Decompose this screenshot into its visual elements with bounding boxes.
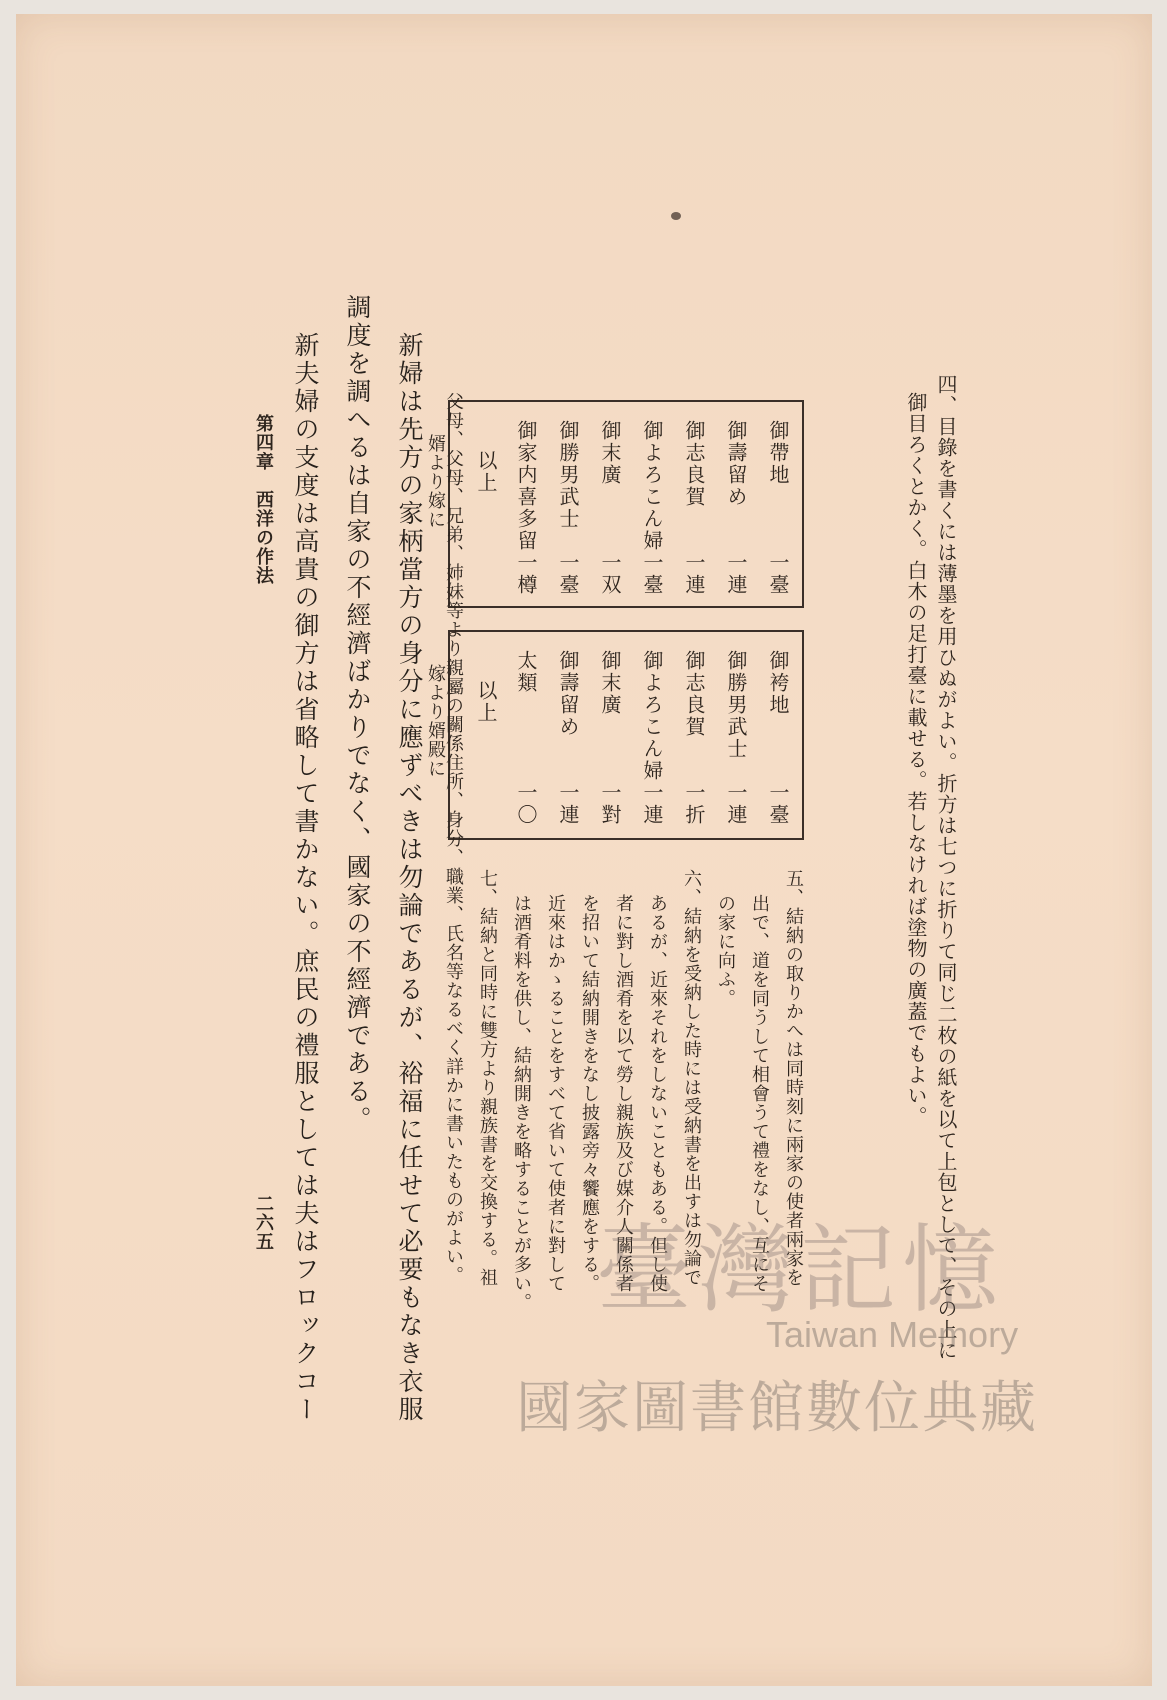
- list-qty: 一〇: [514, 782, 538, 826]
- gift-list-bride-box: [448, 630, 804, 840]
- list-qty: 一連: [640, 782, 664, 826]
- note-column-4-line2: 御目ろくとかく。白木の足打臺に載せる。若しなければ塗物の廣蓋でもよい。: [904, 392, 928, 1127]
- list-item: 御勝男武士: [724, 650, 748, 760]
- list-qty: 一双: [598, 552, 622, 596]
- note-6-line5: 近來はかゝることをすべて省いて使者に對して: [545, 894, 566, 1293]
- note-column-4-line1: 四、目錄を書くには薄墨を用ひぬがよい。折方は七つに折りて同じ二枚の紙を以て上包として、その上に: [934, 374, 958, 1361]
- list-qty: 一臺: [640, 552, 664, 596]
- list-item: 御帶地: [766, 420, 790, 486]
- note-7-line2: 父母、父母、兄弟、姉妹等より親屬の關係住所、身分、職業、氏名等なるべく詳かに書いたものがよい。: [443, 392, 464, 1285]
- list-item: 御よろこん婦: [640, 650, 664, 782]
- body-column-3: 新夫婦の支度は高貴の御方は省略して書かない。庶民の禮服としては夫はフロックコー: [291, 332, 320, 1424]
- list-qty: 一連: [724, 552, 748, 596]
- list-caption-groom: 婿より嫁に: [425, 434, 446, 529]
- note-6-line6: は酒肴料を供し、結納開きを略することが多い。: [511, 894, 532, 1312]
- note-5-line2: 出で、道を同うして相會うて禮をなし、互にそ: [749, 894, 770, 1293]
- list-item: 御勝男武士: [556, 420, 580, 530]
- list-item: 御よろこん婦: [640, 420, 664, 552]
- body-column-2: 調度を調へるは自家の不經濟ばかりでなく、國家の不經濟である。: [343, 294, 372, 1134]
- note-6-line3: 者に對し酒肴を以て勞し親族及び媒介人關係者: [613, 894, 634, 1293]
- note-6-line4: を招いて結納開きをなし披露旁々饗應をする。: [579, 894, 600, 1293]
- body-column-1: 新婦は先方の家柄當方の身分に應ずべきは勿論であるが、裕福に任せて必要もなき衣服: [395, 332, 424, 1424]
- note-6-line2: あるが、近來それをしないこともある。但し使: [647, 894, 668, 1293]
- chapter-heading: 第四章 西洋の作法: [253, 414, 274, 585]
- list-item: 太類: [514, 650, 538, 694]
- list-qty: 一臺: [556, 552, 580, 596]
- watermark-english: Taiwan Memory: [766, 1314, 1019, 1355]
- list-qty: 一連: [556, 782, 580, 826]
- watermark-library: 國家圖書館數位典藏: [516, 1376, 1038, 1441]
- gift-list-groom-box: [448, 400, 804, 608]
- watermark-chinese: 臺灣記憶: [596, 1214, 1004, 1326]
- list-item: 御壽留め: [556, 650, 580, 738]
- list-item: 御末廣: [598, 650, 622, 716]
- list-qty: 一連: [724, 782, 748, 826]
- book-page: [16, 14, 1152, 1686]
- list-item: 御家内喜多留: [514, 420, 538, 552]
- list-qty: 一臺: [766, 552, 790, 596]
- list-qty: 一臺: [766, 782, 790, 826]
- list-item: 御袴地: [766, 650, 790, 716]
- list-item: 御末廣: [598, 420, 622, 486]
- list-item: 御壽留め: [724, 420, 748, 508]
- page-number: 二六五: [253, 1194, 274, 1251]
- list-item: 御志良賀: [682, 420, 706, 508]
- note-7-line1: 七、結納と同時に雙方より親族書を交換する。祖: [477, 869, 498, 1287]
- list-qty: 一連: [682, 552, 706, 596]
- list-qty: 一對: [598, 782, 622, 826]
- list-qty: 一折: [682, 782, 706, 826]
- list-qty: 一樽: [514, 552, 538, 596]
- note-5-line3: の家に向ふ。: [715, 894, 736, 1008]
- list-item: 以上: [474, 680, 498, 724]
- ink-spot: [671, 212, 681, 220]
- list-caption-bride: 嫁より婿殿に: [425, 664, 446, 778]
- note-5-line1: 五、結納の取りかへは同時刻に兩家の使者兩家を: [783, 869, 804, 1287]
- list-item: 御志良賀: [682, 650, 706, 738]
- list-item: 以上: [474, 450, 498, 494]
- note-6-line1: 六、結納を受納した時には受納書を出すは勿論で: [681, 869, 702, 1287]
